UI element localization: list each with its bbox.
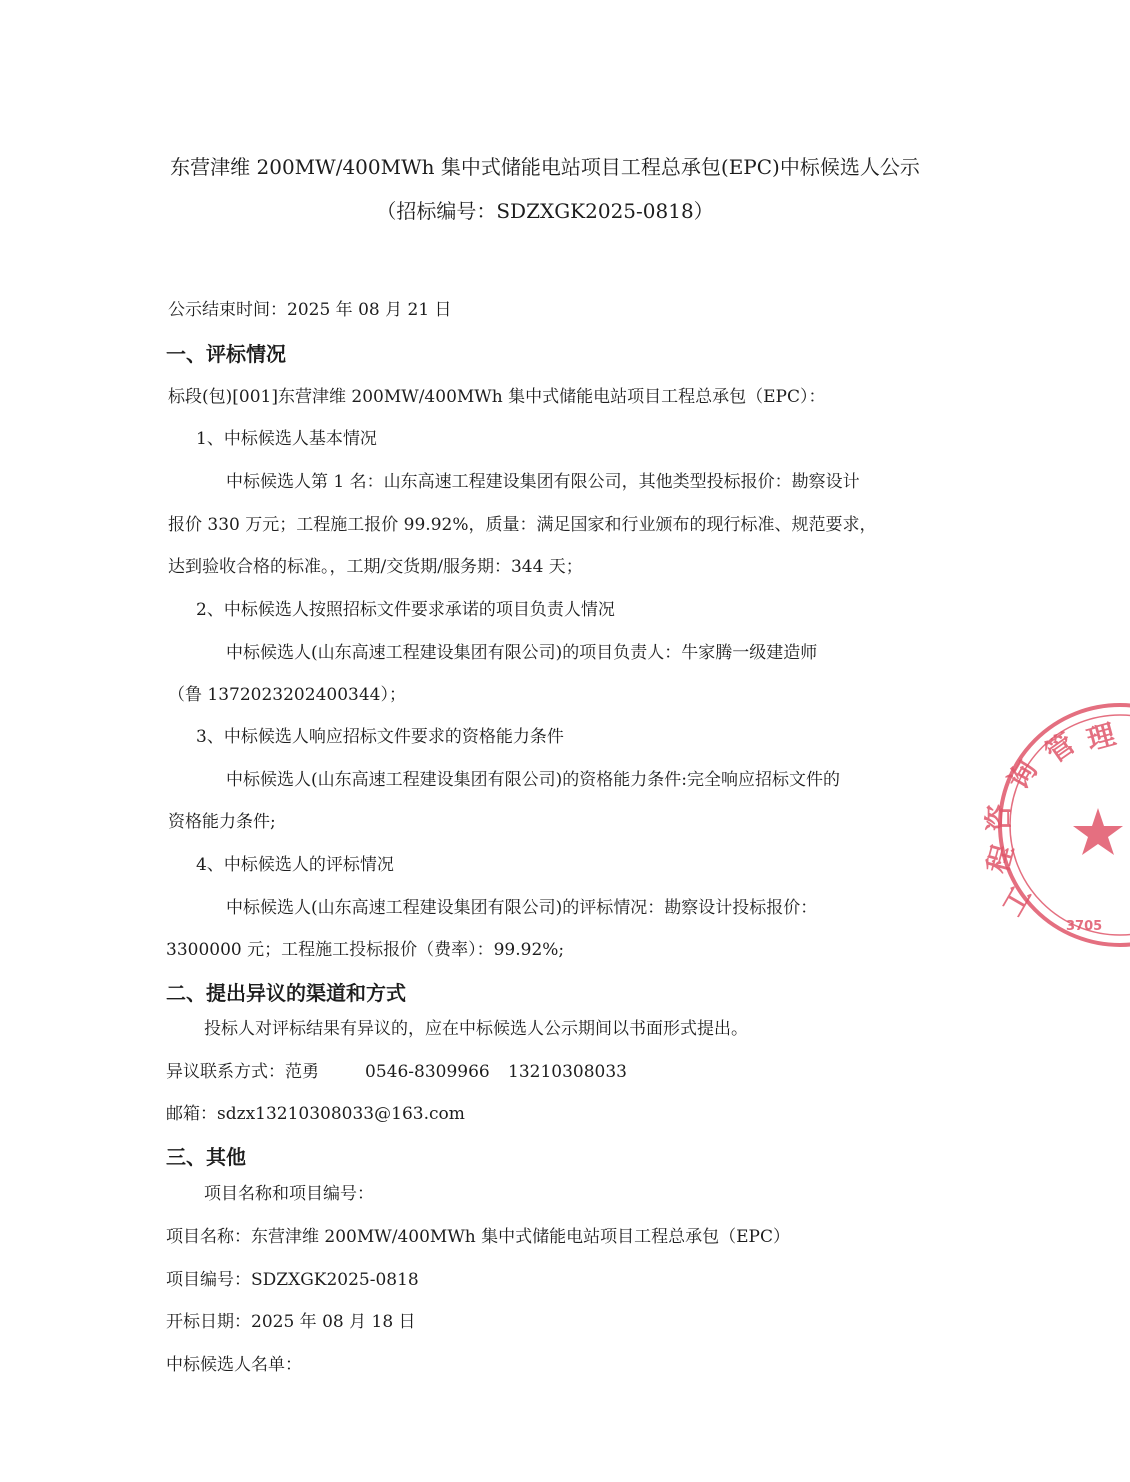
- open-date: 开标日期：2025 年 08 月 18 日: [166, 1312, 416, 1332]
- svg-text:咨: 咨: [982, 803, 1015, 832]
- contact-mobile: 13210308033: [508, 1062, 627, 1082]
- svg-text:程: 程: [980, 841, 1021, 877]
- objection-line: 投标人对评标结果有异议的，应在中标候选人公示期间以书面形式提出。: [204, 1019, 748, 1039]
- item4-title: 4、中标候选人的评标情况: [196, 855, 394, 875]
- project-info-label: 项目名称和项目编号：: [204, 1184, 374, 1204]
- svg-text:管: 管: [1039, 726, 1081, 770]
- contact-phone: 0546-8309966: [365, 1062, 490, 1082]
- lot-description: 标段(包)[001]东营津维 200MW/400MWh 集中式储能电站项目工程总承包（EPC）：: [168, 387, 826, 407]
- item2-title: 2、中标候选人按照招标文件要求承诺的项目负责人情况: [196, 600, 615, 620]
- seal-star-icon: [1073, 808, 1123, 855]
- section3-heading: 三、其他: [166, 1145, 246, 1169]
- item1-line2: 报价 330 万元；工程施工报价 99.92%，质量：满足国家和行业颁布的现行标准、规范要求，: [168, 515, 877, 535]
- item1-line1: 中标候选人第 1 名：山东高速工程建设集团有限公司，其他类型投标报价：勘察设计: [226, 472, 860, 492]
- contact-label: 异议联系方式：范勇: [166, 1062, 319, 1082]
- svg-text:工: 工: [995, 880, 1039, 922]
- project-name: 项目名称：东营津维 200MW/400MWh 集中式储能电站项目工程总承包（EPC）: [166, 1227, 790, 1247]
- seal-code: 3705: [1066, 919, 1103, 934]
- item3-line2: 资格能力条件;: [168, 812, 276, 832]
- item1-title: 1、中标候选人基本情况: [196, 429, 377, 449]
- official-seal: [980, 700, 1130, 960]
- svg-text:询: 询: [1001, 754, 1045, 796]
- item1-line3: 达到验收合格的标准。，工期/交货期/服务期：344 天；: [168, 557, 583, 577]
- item2-line2: （鲁 1372023202400344）；: [168, 685, 406, 705]
- item2-line1: 中标候选人(山东高速工程建设集团有限公司)的项目负责人：牛家腾一级建造师: [226, 643, 818, 663]
- item3-line1: 中标候选人(山东高速工程建设集团有限公司)的资格能力条件:完全响应招标文件的: [226, 770, 840, 790]
- tender-number: （招标编号：SDZXGK2025-0818）: [376, 199, 714, 223]
- item4-line1: 中标候选人(山东高速工程建设集团有限公司)的评标情况：勘察设计投标报价：: [226, 898, 818, 918]
- project-code: 项目编号：SDZXGK2025-0818: [166, 1270, 419, 1290]
- contact-email: 邮箱：sdzx13210308033@163.com: [166, 1104, 465, 1124]
- notice-end-time: 公示结束时间：2025 年 08 月 21 日: [168, 300, 452, 320]
- svg-text:理: 理: [1083, 717, 1119, 757]
- section2-heading: 二、提出异议的渠道和方式: [166, 981, 406, 1005]
- item4-line2: 3300000 元；工程施工投标报价（费率）：99.92%;: [166, 940, 565, 960]
- candidate-list-label: 中标候选人名单：: [166, 1355, 302, 1375]
- document-title: 东营津维 200MW/400MWh 集中式储能电站项目工程总承包(EPC)中标候选人公示: [170, 155, 920, 179]
- item3-title: 3、中标候选人响应招标文件要求的资格能力条件: [196, 727, 564, 747]
- section1-heading: 一、评标情况: [166, 342, 286, 366]
